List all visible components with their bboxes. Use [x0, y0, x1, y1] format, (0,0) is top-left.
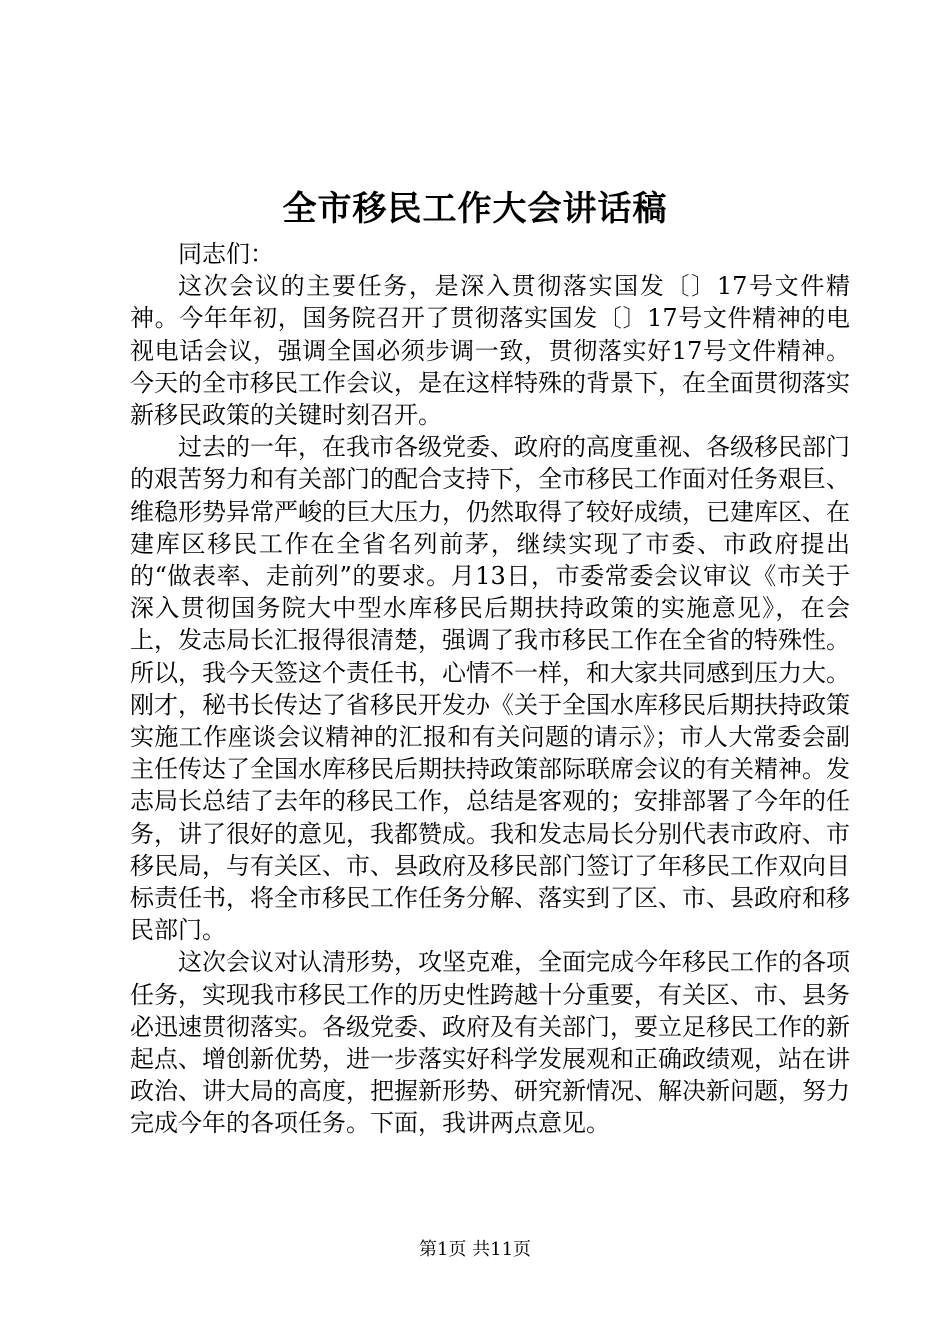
paragraph-3: 这次会议对认清形势，攻坚克难，全面完成今年移民工作的各项任务，实现我市移民工作的历史性跨越十分重要，有关区、市、县务必迅速贯彻落实。各级党委、政府及有关部门，要立足移民工作的新起点、增创新优势，进一步落实好科学发展观和正确政绩观，站在讲政治、讲大局的高度，把握新形势、研究新情况、解决新问题，努力完成今年的各项任务。下面，我讲两点意见。: [130, 948, 850, 1138]
paragraph-1: 这次会议的主要任务，是深入贯彻落实国发〔〕17号文件精神。今年年初，国务院召开了贯彻落实国发〔〕17号文件精神的电视电话会议，强调全国必须步调一致，贯彻落实好17号文件精神。今天的全市移民工作会议，是在这样特殊的背景下，在全面贯彻落实新移民政策的关键时刻召开。: [130, 272, 850, 430]
page-number-footer: 第1页 共11页: [418, 1239, 532, 1260]
salutation: 同志们：: [178, 240, 274, 268]
document-title: 全市移民工作大会讲话稿: [282, 189, 668, 229]
paragraph-2: 过去的一年，在我市各级党委、政府的高度重视、各级移民部门的艰苦努力和有关部门的配合支持下，全市移民工作面对任务艰巨、维稳形势异常严峻的巨大压力，仍然取得了较好成绩，已建库区、在建库区移民工作在全省名列前茅，继续实现了市委、市政府提出的“做表率、走前列”的要求。月13日，市委常委会议审议《市关于深入贯彻国务院大中型水库移民后期扶持政策的实施意见》，在会上，发志局长汇报得很清楚，强调了我市移民工作在全省的特殊性。所以，我今天签这个责任书，心情不一样，和大家共同感到压力大。刚才，秘书长传达了省移民开发办《关于全国水库移民后期扶持政策实施工作座谈会议精神的汇报和有关问题的请示》；市人大常委会副主任传达了全国水库移民后期扶持政策部际联席会议的有关精神。发志局长总结了去年的移民工作，总结是客观的；安排部署了今年的任务，讲了很好的意见，我都赞成。我和发志局长分别代表市政府、市移民局，与有关区、市、县政府及移民部门签订了年移民工作双向目标责任书，将全市移民工作任务分解、落实到了区、市、县政府和移民部门。: [130, 433, 850, 945]
document-body: [130, 238, 850, 1140]
